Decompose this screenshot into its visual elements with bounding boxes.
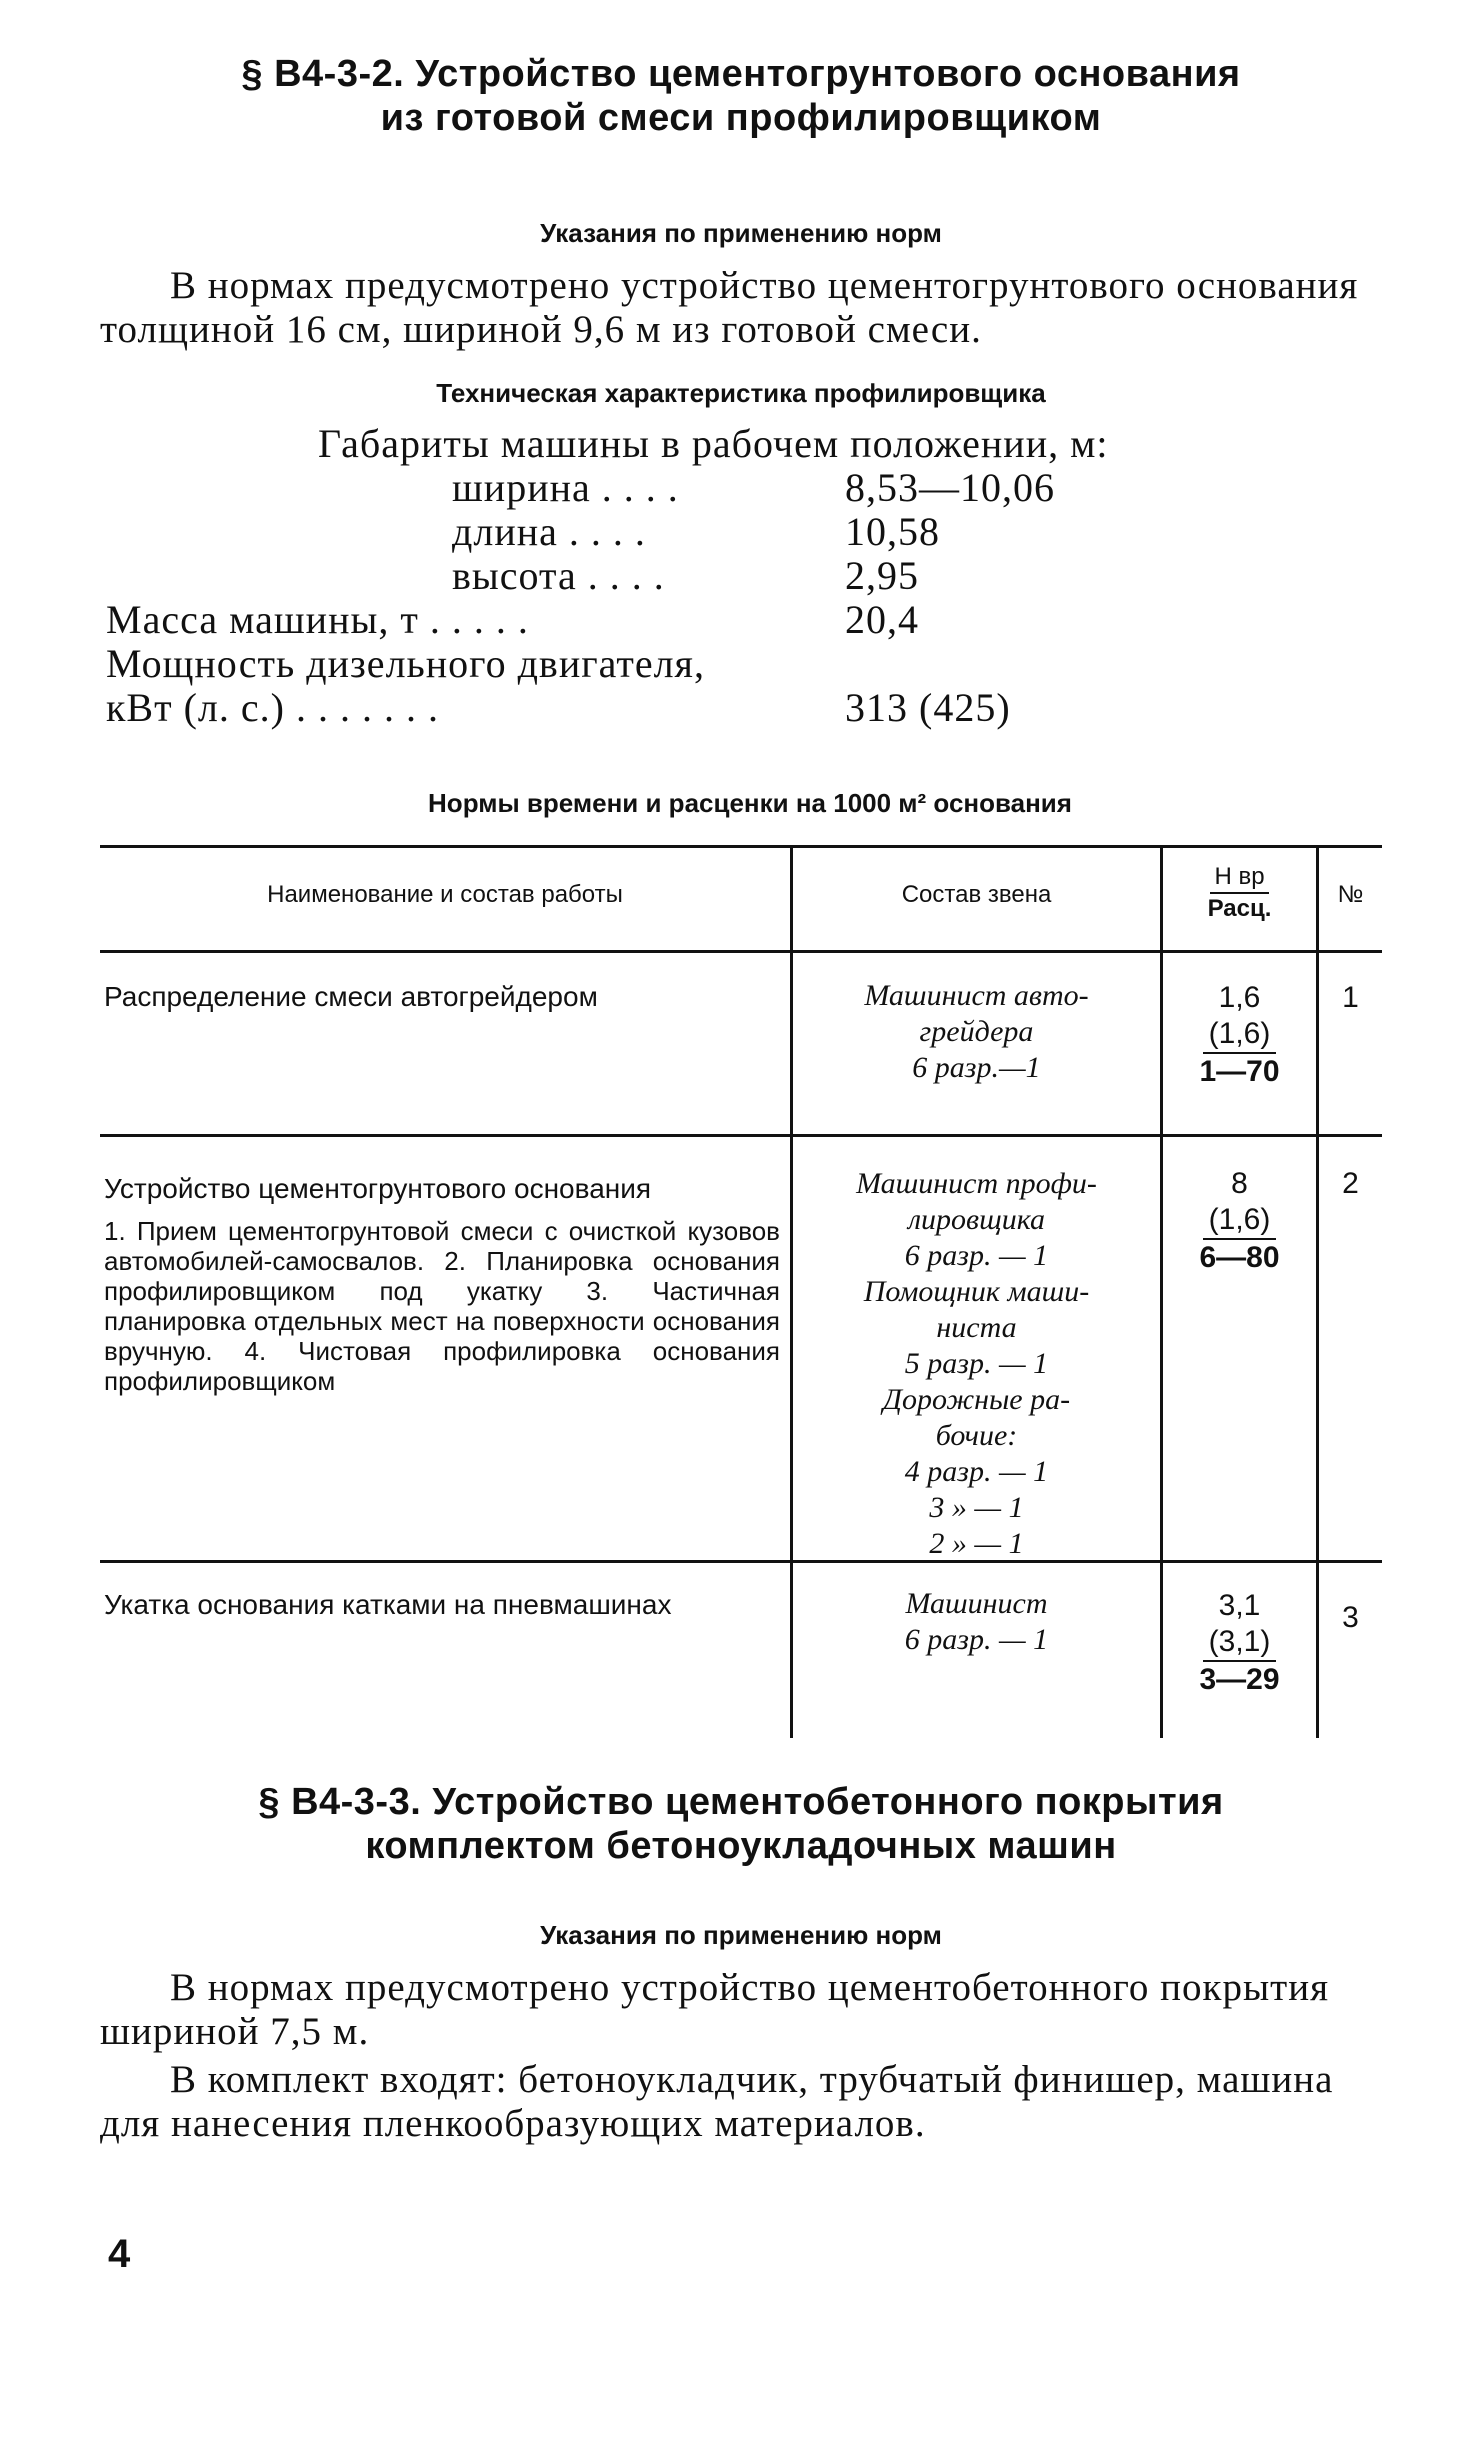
spec-label-length: длина . . . . (452, 509, 646, 554)
header-norm-bottom: Расц. (1207, 895, 1272, 922)
section2-title (100, 1780, 1382, 1868)
row1-rate: 1—70 (1199, 1055, 1280, 1088)
row2-norm-main: 8 (1231, 1167, 1248, 1200)
row3-num: 3 (1342, 1601, 1359, 1634)
row2-crew-line: 5 разр. — 1 (904, 1347, 1049, 1380)
row3-crew-line: Машинист (905, 1587, 1048, 1620)
row2-crew-line: 3 » — 1 (929, 1491, 1024, 1524)
row1-norm (1163, 980, 1316, 1090)
spec-label-width: ширина . . . . (452, 465, 679, 510)
section2-para1: В нормах предусмотрено устройство цементобетонного покрытия шириной 7,5 м. (100, 1966, 1330, 2053)
section2-title-line1: § В4-3-3. Устройство цементобетонного покрытия (258, 1781, 1224, 1823)
section2-title-line2: комплектом бетоноукладочных машин (365, 1825, 1117, 1867)
row2-rate: 6—80 (1199, 1241, 1280, 1274)
table-header-rule (100, 950, 1382, 953)
spec-value-mass: 20,4 (845, 597, 919, 642)
row2-num: 2 (1342, 1167, 1359, 1200)
row2-norm-paren: (1,6) (1203, 1202, 1277, 1240)
row2-crew-line: 6 разр. — 1 (904, 1239, 1049, 1272)
spec-label-power-units: кВт (л. с.) . . . . . . . (106, 685, 439, 730)
row3-crew (793, 1586, 1160, 1658)
table-caption: Нормы времени и расценки на 1000 м² основания (428, 788, 1072, 818)
row1-norm-main: 1,6 (1218, 981, 1261, 1014)
spec-value-length: 10,58 (845, 509, 940, 554)
header-norm-top: Н вр (1210, 862, 1268, 894)
row2-title: Устройство цементогрунтового основания (104, 1173, 652, 1204)
row1-title: Распределение смеси автогрейдером (104, 981, 598, 1012)
page-number: 4 (108, 2232, 131, 2276)
row3-crew-line: 6 разр. — 1 (904, 1623, 1049, 1656)
spec-label-height: высота . . . . (452, 553, 665, 598)
row1-crew-line: грейдера (919, 1015, 1034, 1048)
row2-crew-line: Машинист профи- (856, 1167, 1097, 1200)
section2-para2: В комплект входят: бетоноукладчик, трубчатый финишер, машина для нанесения пленкообразующих материалов. (100, 2058, 1334, 2145)
row1-crew-line: 6 разр.—1 (912, 1051, 1041, 1084)
spec-label-power: Мощность дизельного двигателя, (106, 641, 705, 686)
spec-label-mass: Масса машины, т . . . . . (106, 597, 529, 642)
row3-norm-paren: (3,1) (1203, 1624, 1277, 1662)
section-title-line2: из готовой смеси профилировщиком (380, 97, 1102, 139)
spec-intro: Габариты машины в рабочем положении, м: (318, 421, 1109, 466)
row1-crew-line: Машинист авто- (864, 979, 1089, 1012)
table-top-rule (100, 845, 1382, 848)
row1-num: 1 (1342, 981, 1359, 1014)
row2-crew-line: Дорожные ра- (882, 1383, 1071, 1416)
row2-crew (793, 1166, 1160, 1562)
row2-crew-line: Помощник маши- (863, 1275, 1090, 1308)
row3-title: Укатка основания катками на пневмашинах (104, 1589, 672, 1620)
spec-value-power: 313 (425) (845, 685, 1011, 730)
header-num: № (1337, 881, 1364, 908)
header-norm (1163, 862, 1316, 924)
table-row-rule-2 (100, 1560, 1382, 1563)
row2-detail: 1. Прием цементогрунтовой смеси с очисткой кузовов автомобилей-самосвалов. 2. Планировка основания профилировщиком под укатку 3. Частичная планировка отдельных мест на поверхности основания вручную. 4. Чистовая профилировка основания профилировщиком (104, 1216, 780, 1396)
row1-crew (793, 978, 1160, 1086)
row2-norm (1163, 1166, 1316, 1276)
section2-guidance-heading: Указания по применению норм (540, 1920, 942, 1950)
header-work: Наименование и состав работы (267, 881, 623, 908)
row2-crew-line: 4 разр. — 1 (904, 1455, 1049, 1488)
guidance-text: В нормах предусмотрено устройство цементогрунтового основания толщиной 16 см, шириной 9,6 м из готовой смеси. (100, 264, 1359, 351)
row2-crew-line: бочие: (935, 1419, 1018, 1452)
header-crew: Состав звена (901, 881, 1052, 908)
section-title-line1: § В4-3-2. Устройство цементогрунтового основания (241, 53, 1241, 95)
row3-norm (1163, 1588, 1316, 1698)
row2-crew-line: ниста (936, 1311, 1017, 1344)
row3-norm-main: 3,1 (1218, 1589, 1261, 1622)
row3-rate: 3—29 (1199, 1663, 1280, 1696)
table-row-rule-1 (100, 1134, 1382, 1137)
spec-value-width: 8,53—10,06 (845, 465, 1055, 510)
spec-heading: Техническая характеристика профилировщика (436, 378, 1046, 408)
row1-norm-paren: (1,6) (1203, 1016, 1277, 1054)
row2-crew-line: 2 » — 1 (929, 1527, 1024, 1560)
guidance-heading: Указания по применению норм (540, 218, 942, 248)
spec-value-height: 2,95 (845, 553, 919, 598)
row2-crew-line: лировщика (907, 1203, 1046, 1236)
section-title (100, 52, 1382, 140)
